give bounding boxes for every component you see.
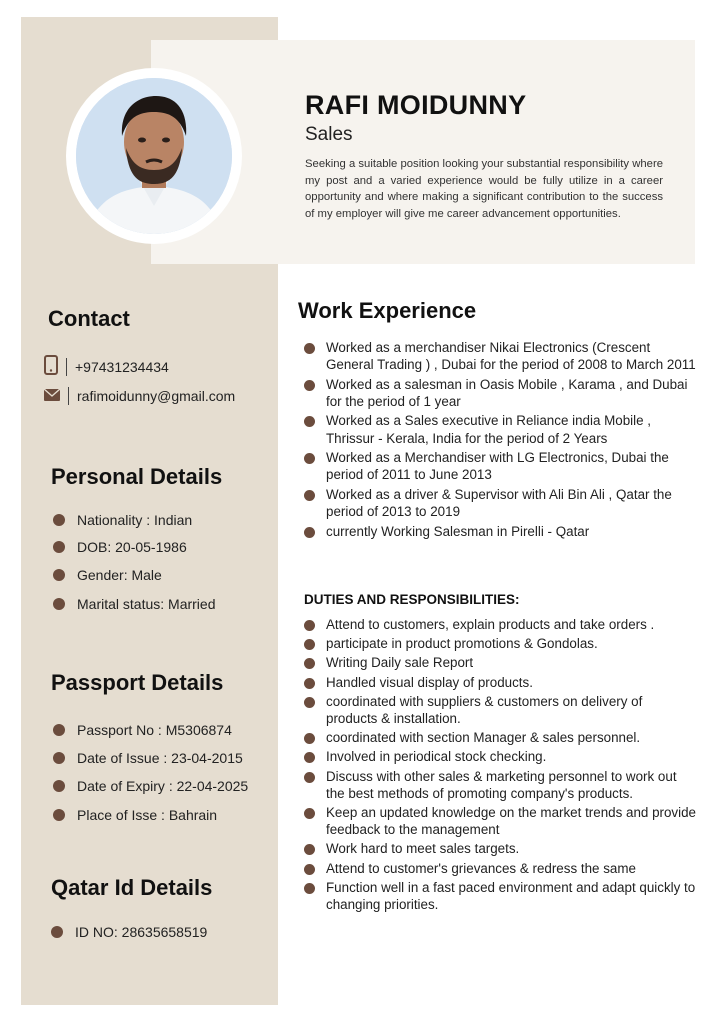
list-item: Function well in a fast paced environment and adapt quickly to changing priorities. bbox=[304, 879, 696, 913]
list-item: Worked as a merchandiser Nikai Electronics (Crescent General Trading ) , Dubai for the period of 2008 to March 2011 bbox=[304, 339, 696, 373]
personal-item: Nationality : Indian bbox=[53, 512, 192, 528]
bullet-dot bbox=[304, 620, 315, 631]
bullet-dot bbox=[304, 453, 315, 464]
bullet-dot bbox=[304, 678, 315, 689]
passport-item: Passport No : M5306874 bbox=[53, 722, 232, 738]
bullet-dot bbox=[304, 733, 315, 744]
list-item: Attend to customers, explain products and take orders . bbox=[304, 616, 696, 633]
bullet-dot bbox=[304, 380, 315, 391]
list-item: Attend to customer's grievances & redress the same bbox=[304, 860, 696, 877]
passport-item: Date of Expiry : 22-04-2025 bbox=[53, 778, 248, 794]
work-experience-heading: Work Experience bbox=[298, 298, 477, 323]
bullet-dot bbox=[304, 752, 315, 763]
duties-list bbox=[304, 616, 696, 915]
bullet-dot bbox=[53, 752, 65, 764]
email-icon bbox=[44, 388, 60, 404]
bullet-dot bbox=[304, 416, 315, 427]
list-item: Involved in periodical stock checking. bbox=[304, 748, 696, 765]
bullet-dot bbox=[304, 343, 315, 354]
passport-item: Place of Isse : Bahrain bbox=[53, 807, 217, 823]
list-item: coordinated with section Manager & sales personnel. bbox=[304, 729, 696, 746]
list-item: Worked as a Sales executive in Reliance india Mobile , Thrissur - Kerala, India for the period of 2 Years bbox=[304, 412, 696, 446]
bullet-dot bbox=[53, 724, 65, 736]
bullet-dot bbox=[304, 844, 315, 855]
qatar-id-heading: Qatar Id Details bbox=[51, 875, 213, 900]
phone-icon bbox=[44, 355, 58, 378]
list-item: Keep an updated knowledge on the market trends and provide feedback to the management bbox=[304, 804, 696, 838]
list-item: Worked as a Merchandiser with LG Electronics, Dubai the period of 2011 to June 2013 bbox=[304, 449, 696, 483]
contact-separator bbox=[68, 387, 69, 405]
personal-details-heading: Personal Details bbox=[51, 464, 223, 489]
contact-heading: Contact bbox=[48, 306, 130, 331]
list-item: Writing Daily sale Report bbox=[304, 654, 696, 671]
candidate-role: Sales bbox=[305, 124, 353, 145]
bullet-dot bbox=[304, 808, 315, 819]
passport-details-heading: Passport Details bbox=[51, 670, 224, 695]
bullet-dot bbox=[53, 541, 65, 553]
contact-phone-row bbox=[44, 355, 169, 378]
bullet-dot bbox=[53, 780, 65, 792]
list-item: Handled visual display of products. bbox=[304, 674, 696, 691]
bullet-dot bbox=[51, 926, 63, 938]
work-experience-list bbox=[304, 339, 696, 542]
bullet-dot bbox=[304, 639, 315, 650]
personal-item: Marital status: Married bbox=[53, 596, 215, 612]
bullet-dot bbox=[304, 772, 315, 783]
personal-item: Gender: Male bbox=[53, 567, 162, 583]
phone-number: +97431234434 bbox=[75, 358, 169, 375]
list-item: participate in product promotions & Gondolas. bbox=[304, 635, 696, 652]
bullet-dot bbox=[304, 864, 315, 875]
bullet-dot bbox=[304, 490, 315, 501]
profile-photo-frame bbox=[66, 68, 242, 244]
candidate-name: RAFI MOIDUNNY bbox=[305, 90, 527, 120]
list-item: Work hard to meet sales targets. bbox=[304, 840, 696, 857]
bullet-dot bbox=[53, 809, 65, 821]
list-item: Discuss with other sales & marketing personnel to work out the best methods of promoting company's products. bbox=[304, 768, 696, 802]
list-item: Worked as a driver & Supervisor with Ali Bin Ali , Qatar the period of 2013 to 2019 bbox=[304, 486, 696, 520]
bullet-dot bbox=[304, 697, 315, 708]
bullet-dot bbox=[53, 569, 65, 581]
bullet-dot bbox=[53, 598, 65, 610]
profile-summary: Seeking a suitable position looking your substantial responsibility where my post and a varied experience would be fully utilize in a career opportunity and where making a significant contribution to the success of my employer will give me career advancement opportunities. bbox=[305, 158, 663, 220]
bullet-dot bbox=[304, 658, 315, 669]
qatar-id-item: ID NO: 28635658519 bbox=[51, 924, 207, 940]
bullet-dot bbox=[304, 883, 315, 894]
contact-email-row bbox=[44, 387, 235, 405]
passport-item: Date of Issue : 23-04-2015 bbox=[53, 750, 243, 766]
profile-photo bbox=[76, 78, 232, 234]
bullet-dot bbox=[53, 514, 65, 526]
personal-item: DOB: 20-05-1986 bbox=[53, 539, 187, 555]
email-address: rafimoidunny@gmail.com bbox=[77, 388, 236, 404]
list-item: Worked as a salesman in Oasis Mobile , Karama , and Dubai for the period of 1 year bbox=[304, 376, 696, 410]
duties-heading: DUTIES AND RESPONSIBILITIES: bbox=[304, 592, 520, 607]
list-item: coordinated with suppliers & customers on delivery of products & installation. bbox=[304, 693, 696, 727]
list-item: currently Working Salesman in Pirelli - Qatar bbox=[304, 523, 696, 540]
contact-separator bbox=[66, 358, 67, 376]
bullet-dot bbox=[304, 527, 315, 538]
